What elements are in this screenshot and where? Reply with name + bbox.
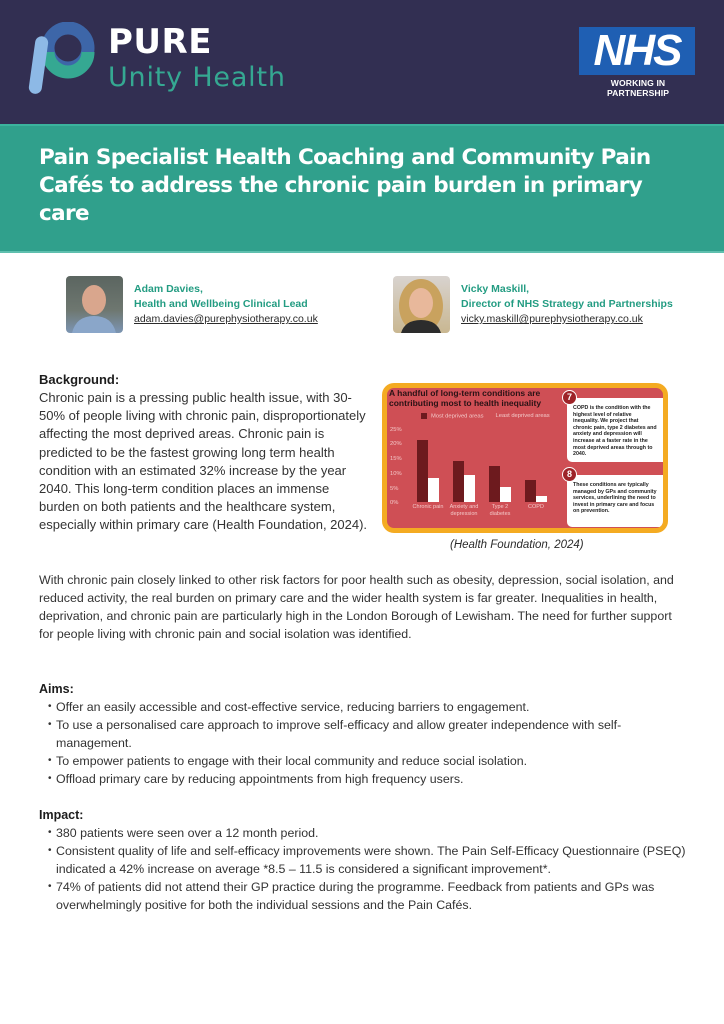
bar-least-deprived: [500, 487, 511, 502]
page-title: Pain Specialist Health Coaching and Community Pain Cafés to address the chronic pain burden in primary care: [39, 145, 651, 226]
avatar: [393, 276, 450, 333]
list-item: • 380 patients were seen over a 12 month period.: [48, 824, 694, 842]
bar-group: [417, 428, 439, 502]
y-axis: [390, 416, 404, 516]
y-tick: 15%: [390, 456, 402, 462]
background-section: [39, 371, 369, 535]
chart-plot-area: [407, 428, 555, 502]
section-heading: Background:: [39, 372, 120, 387]
section-heading: Aims:: [39, 682, 74, 696]
y-tick: 20%: [390, 441, 402, 447]
list-item: • 74% of patients did not attend their GP practice during the programme. Feedback from patients and GPs was overwhelmingly positive for both the individual sessions and the Pain Cafés.: [48, 878, 694, 914]
figure-caption: (Health Foundation, 2024): [450, 539, 584, 551]
aims-list: [39, 698, 694, 788]
chart-legend: [421, 413, 550, 420]
bar-group: [453, 428, 475, 502]
pure-logo-icon: [28, 22, 96, 96]
callout-number-badge: 7: [562, 390, 577, 405]
author-card: [66, 276, 318, 333]
nhs-partner-subtitle: WORKING IN PARTNERSHIP: [606, 78, 670, 98]
chart-callouts: [559, 388, 663, 528]
x-axis-labels: [407, 504, 555, 528]
bar-most-deprived: [453, 461, 464, 502]
brand-name: PURE: [108, 22, 212, 62]
list-item: • Offer an easily accessible and cost-effective service, reducing barriers to engagement.: [48, 698, 694, 716]
list-item: • To use a personalised care approach to improve self-efficacy and allow greater independence with self-management.: [48, 716, 694, 752]
author-card: [393, 276, 673, 333]
bar-least-deprived: [464, 475, 475, 502]
y-tick: 10%: [390, 471, 402, 477]
impact-list: [39, 824, 694, 914]
bar-most-deprived: [525, 480, 536, 502]
legend-item-least-deprived: Least deprived areas: [495, 413, 550, 420]
list-item: • Offload primary care by reducing appointments from high frequency users.: [48, 770, 694, 788]
author-name: Vicky Maskill,: [461, 283, 530, 295]
legend-item-most-deprived: Most deprived areas: [421, 413, 484, 420]
chart-title: A handful of long-term conditions are contributing most to health inequality: [389, 388, 542, 408]
y-tick: 5%: [390, 486, 399, 492]
nhs-logo: [579, 27, 695, 75]
nhs-logo-text: NHS: [593, 26, 681, 75]
author-role: Health and Wellbeing Clinical Lead: [134, 298, 308, 310]
header-banner: [0, 0, 724, 124]
author-email-link[interactable]: vicky.maskill@purephysiotherapy.co.uk: [461, 313, 643, 325]
background-text: Chronic pain is a pressing public health issue, with 30-50% of people living with chronic pain, disproportionately affecting the most deprived areas. Chronic pain is predicted to be the fastest growing long term health condition with an estimated 32% increase by the year 2040. This long-term condition places an immense burden on both patients and the healthcare system, especially within primary care (Health Foundation, 2024).: [39, 390, 368, 533]
chart-figure: [382, 383, 668, 533]
callout-box: COPD is the condition with the highest level of relative inequality. We project that chronic pain, type 2 diabetes and anxiety and depression will increase at a faster rate in the most deprived areas through to 2040.: [567, 398, 663, 462]
x-tick-label: Chronic pain: [412, 504, 444, 510]
bar-most-deprived: [489, 466, 500, 502]
y-tick: 0%: [390, 500, 399, 506]
x-tick-label: Anxiety and depression: [449, 504, 479, 517]
x-tick-label: COPD: [528, 504, 544, 510]
callout-number-badge: 8: [562, 467, 577, 482]
callout-box: These conditions are typically managed by GPs and community services, underlining the need to invest in primary care and focus on prevention.: [567, 475, 663, 527]
title-band: [0, 124, 724, 253]
impact-section: [39, 807, 694, 914]
author-role: Director of NHS Strategy and Partnerships: [461, 298, 673, 310]
author-name: Adam Davies,: [134, 283, 203, 295]
bar-least-deprived: [536, 496, 547, 502]
y-tick: 25%: [390, 427, 402, 433]
person-photo-icon: [66, 276, 123, 333]
brand-subname: Unity Health: [108, 62, 286, 93]
avatar: [66, 276, 123, 333]
list-item: • To empower patients to engage with their local community and reduce social isolation.: [48, 752, 694, 770]
context-paragraph: With chronic pain closely linked to other risk factors for poor health such as obesity, depression, social isolation, and reduced activity, the real burden on primary care and the wider health system is far greater. Inequalities in health, deprivation, and chronic pain are particularly high in the London Borough of Lewisham. The need for further support for people living with chronic pain and social isolation was identified.: [39, 573, 674, 641]
author-email-link[interactable]: adam.davies@purephysiotherapy.co.uk: [134, 313, 318, 325]
bar-most-deprived: [417, 440, 428, 502]
bar-least-deprived: [428, 478, 439, 502]
list-item: • Consistent quality of life and self-efficacy improvements were shown. The Pain Self-Efficacy Questionnaire (PSEQ) indicated a 42% increase on average *8.5 – 11.5 is considered a significant improvement*.: [48, 842, 694, 878]
bar-group: [525, 428, 547, 502]
aims-section: [39, 681, 694, 788]
section-heading: Impact:: [39, 808, 84, 822]
person-photo-icon: [393, 276, 450, 333]
bar-group: [489, 428, 511, 502]
x-tick-label: Type 2 diabetes: [489, 504, 511, 517]
